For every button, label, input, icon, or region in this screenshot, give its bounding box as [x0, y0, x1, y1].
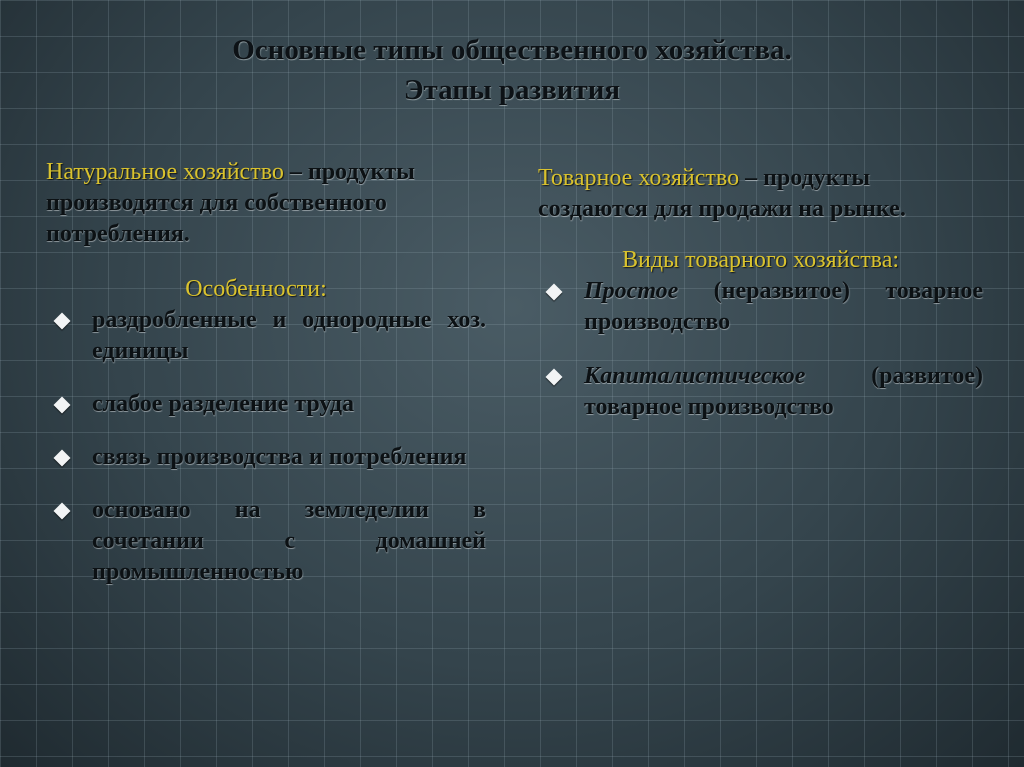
list-item: [46, 495, 486, 588]
types-list: [538, 276, 983, 423]
slide-title: [0, 30, 1024, 110]
natural-economy-definition: [46, 157, 486, 250]
feature-text: слабое разделение труда: [92, 391, 354, 417]
list-item: [46, 389, 486, 420]
commodity-economy-column: [538, 163, 983, 446]
list-item: [46, 305, 486, 367]
title-line-1: Основные типы общественного хозяйства.: [232, 34, 792, 66]
diamond-bullet-icon: [544, 367, 564, 387]
feature-text: раздробленные и однородные хоз. единицы: [92, 307, 486, 364]
features-list: [46, 305, 486, 588]
diamond-bullet-icon: [52, 395, 72, 415]
feature-text: связь производства и потребления: [92, 444, 467, 470]
title-line-2: Этапы развития: [403, 74, 621, 106]
list-item: [538, 361, 983, 423]
natural-economy-text: – продукты производятся для собственного потребления.: [46, 159, 415, 247]
diamond-bullet-icon: [544, 282, 564, 302]
type-name: Простое: [584, 278, 679, 304]
natural-economy-term: Натуральное хозяйство: [46, 159, 284, 185]
diamond-bullet-icon: [52, 311, 72, 331]
diamond-bullet-icon: [52, 501, 72, 521]
commodity-economy-term: Товарное хозяйство: [538, 165, 740, 191]
types-heading: Виды товарного хозяйства:: [621, 247, 900, 273]
list-item: [46, 442, 486, 473]
commodity-economy-text: – продукты создаются для продажи на рынке.: [538, 165, 906, 222]
features-heading: Особенности:: [185, 276, 327, 302]
type-text: (развитое) товарное производство: [584, 363, 983, 420]
commodity-economy-definition: [538, 163, 983, 225]
feature-text: основано на земледелии в сочетании с домашней промышленностью: [92, 497, 486, 585]
diamond-bullet-icon: [52, 448, 72, 468]
type-text: (неразвитое) товарное производство: [584, 278, 983, 335]
natural-economy-column: [46, 157, 486, 610]
list-item: [538, 276, 983, 338]
type-name: Капиталистическое: [584, 363, 806, 389]
